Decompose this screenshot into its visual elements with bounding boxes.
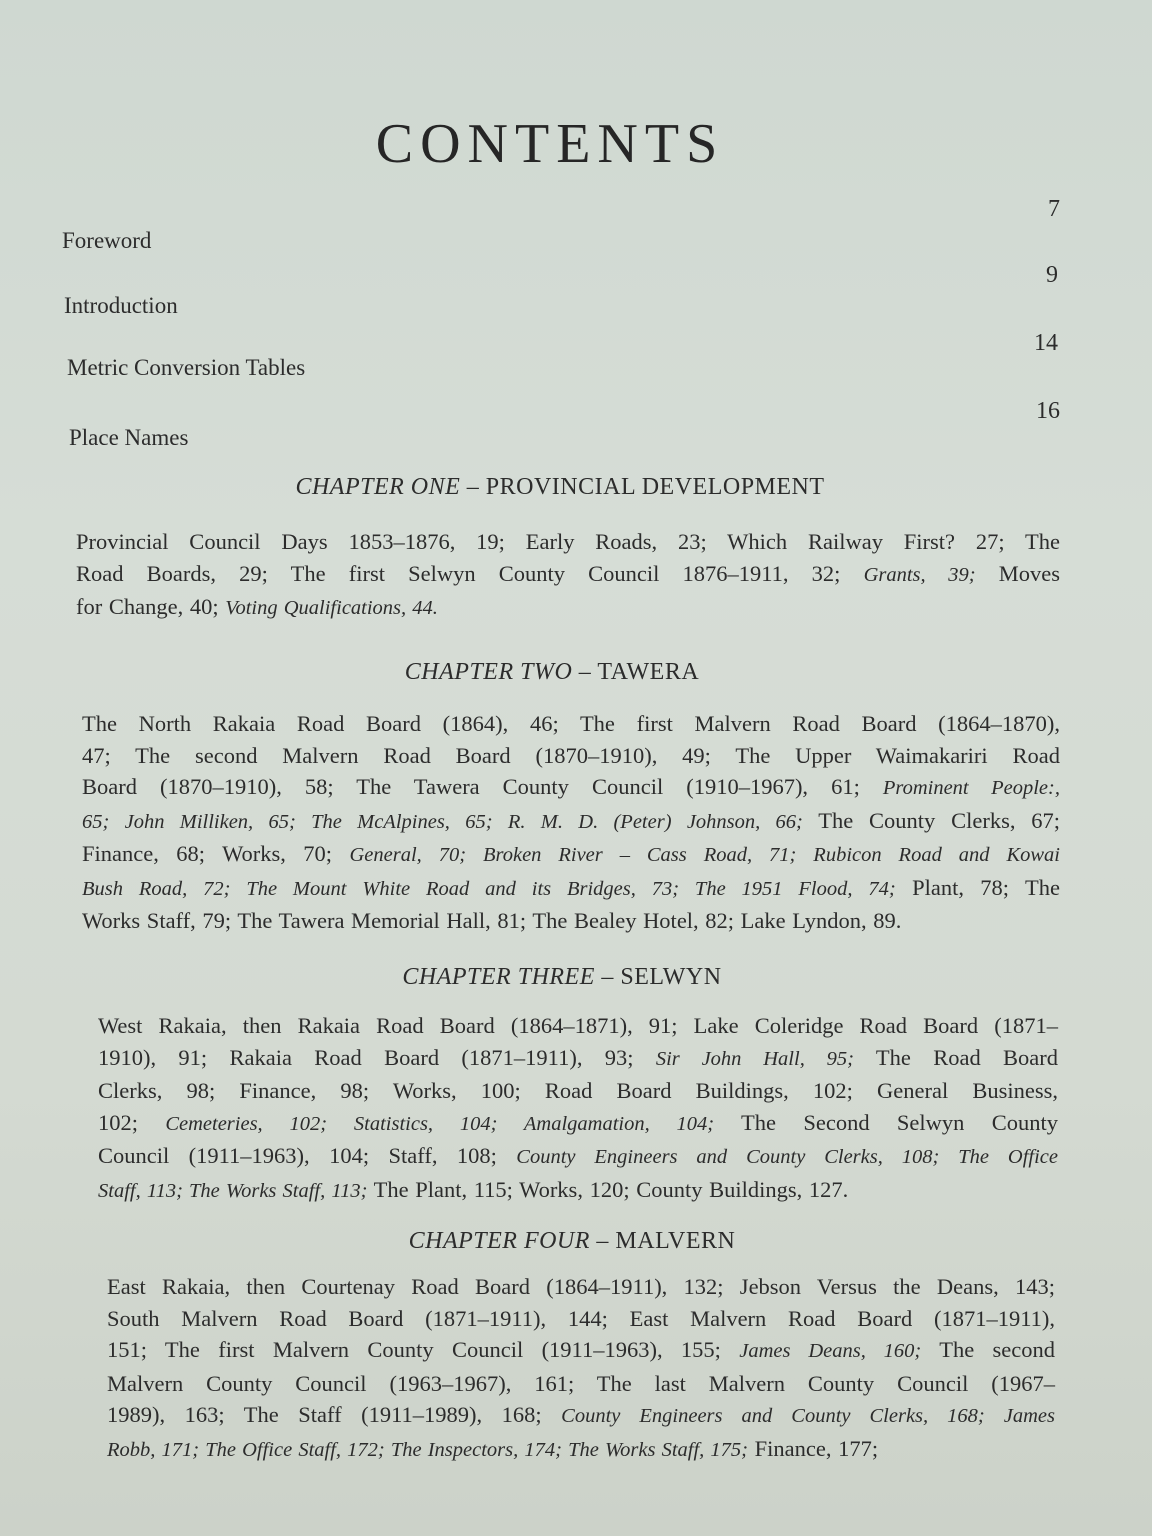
- chapter-dash: –: [594, 964, 621, 990]
- entry-section: for Change, 40;: [76, 594, 226, 619]
- entry-section: Provincial Council Days 1853–1876, 19; Early Roads, 23; Which Railway First? 27; The: [76, 529, 1060, 554]
- entry-line: [82, 771, 1060, 805]
- front-item-page: 16: [1036, 398, 1060, 424]
- page-title: CONTENTS: [375, 113, 725, 175]
- chapter-entries: [76, 526, 1060, 625]
- entry-line: [107, 1271, 1055, 1303]
- entry-subsection: Sir John Hall, 95;: [655, 1047, 854, 1070]
- entry-section: The second: [921, 1337, 1055, 1362]
- entry-line: [107, 1368, 1055, 1400]
- entry-line: [82, 905, 1060, 937]
- entry-line: [82, 708, 1060, 740]
- chapter-entries: [82, 708, 1060, 937]
- chapter-number: CHAPTER FOUR: [408, 1228, 590, 1254]
- entry-line: [82, 872, 1060, 906]
- chapter-heading: [0, 1228, 1148, 1255]
- chapter-entries: [98, 1010, 1058, 1207]
- entry-line: [98, 1010, 1058, 1042]
- entry-section: Moves: [975, 560, 1060, 586]
- entry-line: [76, 591, 1060, 625]
- front-item-page: 7: [1048, 196, 1060, 222]
- chapter-entries: [107, 1271, 1055, 1466]
- entry-subsection: Cemeteries, 102; Statistics, 104; Amalgamation, 104;: [165, 1112, 715, 1135]
- entry-subsection: Prominent People:,: [882, 777, 1060, 799]
- front-item-page: 9: [1046, 262, 1058, 288]
- entry-section: The County Clerks, 67;: [802, 807, 1061, 833]
- entry-section: 47; The second Malvern Road Board (1870–1910), 49; The Upper Waimakariri Road: [82, 742, 1060, 768]
- entry-section: Board (1870–1910), 58; The Tawera County Council (1910–1967), 61;: [82, 774, 883, 799]
- chapter-heading: [0, 474, 1136, 501]
- entry-line: [107, 1433, 1055, 1467]
- chapter-name: MALVERN: [615, 1228, 736, 1254]
- entry-section: South Malvern Road Board (1871–1911), 144; East Malvern Road Board (1871–1911),: [107, 1305, 1055, 1331]
- entry-section: Road Boards, 29; The first Selwyn County Council 1876–1911, 32;: [76, 560, 864, 586]
- chapter-name: TAWERA: [597, 659, 700, 685]
- entry-section: 1989), 163; The Staff (1911–1989), 168;: [107, 1402, 562, 1427]
- chapter-name: SELWYN: [620, 964, 722, 990]
- front-item-page: 14: [1034, 330, 1058, 356]
- chapter-number: CHAPTER ONE: [295, 474, 461, 500]
- entry-line: [82, 805, 1060, 839]
- entry-line: [107, 1303, 1055, 1335]
- entry-section: The North Rakaia Road Board (1864), 46; The first Malvern Road Board (1864–1870),: [82, 711, 1060, 736]
- entry-line: [98, 1174, 1058, 1208]
- entry-section: Finance, 68; Works, 70;: [82, 841, 350, 866]
- entry-line: [107, 1399, 1055, 1433]
- entry-subsection: Staff, 113; The Works Staff, 113;: [98, 1179, 368, 1202]
- chapter-number: CHAPTER TWO: [404, 659, 573, 685]
- front-item-label: Introduction: [64, 293, 178, 318]
- entry-section: Malvern County Council (1963–1967), 161; The last Malvern County Council (1967–: [107, 1370, 1055, 1396]
- chapter-heading: [0, 964, 1138, 991]
- entry-line: [76, 526, 1060, 558]
- entry-subsection: Bush Road, 72; The Mount White Road and its Bridges, 73; The 1951 Flood, 74;: [82, 877, 896, 900]
- entry-section: West Rakaia, then Rakaia Road Board (1864–1871), 91; Lake Coleridge Road Board (1871–: [98, 1013, 1058, 1038]
- entry-subsection: 65; John Milliken, 65; The McAlpines, 65; R. M. D. (Peter) Johnson, 66;: [82, 810, 803, 833]
- chapter-dash: –: [460, 474, 486, 500]
- entry-section: Finance, 177;: [748, 1435, 879, 1461]
- entry-subsection: James Deans, 160;: [739, 1340, 922, 1362]
- entry-section: 102;: [98, 1109, 166, 1135]
- entry-subsection: County Engineers and County Clerks, 108; The Office: [516, 1146, 1059, 1168]
- entry-section: The Second Selwyn County: [714, 1109, 1058, 1135]
- entry-line: [98, 1042, 1058, 1076]
- entry-line: [98, 1075, 1058, 1107]
- entry-line: [98, 1140, 1058, 1174]
- entry-line: [82, 838, 1060, 872]
- entry-section: Clerks, 98; Finance, 98; Works, 100; Road Board Buildings, 102; General Business,: [98, 1078, 1058, 1103]
- entry-section: The Plant, 115; Works, 120; County Buildings, 127.: [367, 1176, 849, 1202]
- entry-line: [107, 1334, 1055, 1368]
- entry-subsection: General, 70; Broken River – Cass Road, 71; Rubicon Road and Kowai: [349, 844, 1060, 866]
- chapter-number: CHAPTER THREE: [402, 964, 595, 990]
- entry-subsection: Robb, 171; The Office Staff, 172; The Inspectors, 174; The Works Staff, 175;: [107, 1438, 748, 1461]
- front-item-label: Metric Conversion Tables: [67, 355, 306, 380]
- entry-section: 1910), 91; Rakaia Road Board (1871–1911), 93;: [98, 1044, 656, 1070]
- entry-subsection: Grants, 39;: [863, 563, 976, 586]
- entry-section: Plant, 78; The: [895, 874, 1060, 900]
- chapter-dash: –: [589, 1228, 616, 1254]
- entry-subsection: County Engineers and County Clerks, 168; James: [561, 1405, 1055, 1427]
- entry-subsection: Voting Qualifications, 44.: [225, 597, 438, 619]
- entry-section: Council (1911–1963), 104; Staff, 108;: [98, 1143, 517, 1168]
- entry-line: [98, 1107, 1058, 1141]
- entry-section: Works Staff, 79; The Tawera Memorial Hall, 81; The Bealey Hotel, 82; Lake Lyndon, 89.: [82, 908, 902, 933]
- chapter-dash: –: [572, 659, 598, 685]
- front-item-label: Place Names: [69, 425, 189, 450]
- front-item-label: Foreword: [62, 228, 152, 253]
- entry-section: East Rakaia, then Courtenay Road Board (1864–1911), 132; Jebson Versus the Deans, 143;: [107, 1274, 1055, 1299]
- entry-section: 151; The first Malvern County Council (1911–1963), 155;: [107, 1337, 740, 1362]
- chapter-heading: [0, 659, 1128, 686]
- entry-line: [76, 558, 1060, 592]
- entry-line: [82, 740, 1060, 772]
- chapter-name: PROVINCIAL DEVELOPMENT: [485, 474, 825, 500]
- entry-section: The Road Board: [853, 1044, 1058, 1070]
